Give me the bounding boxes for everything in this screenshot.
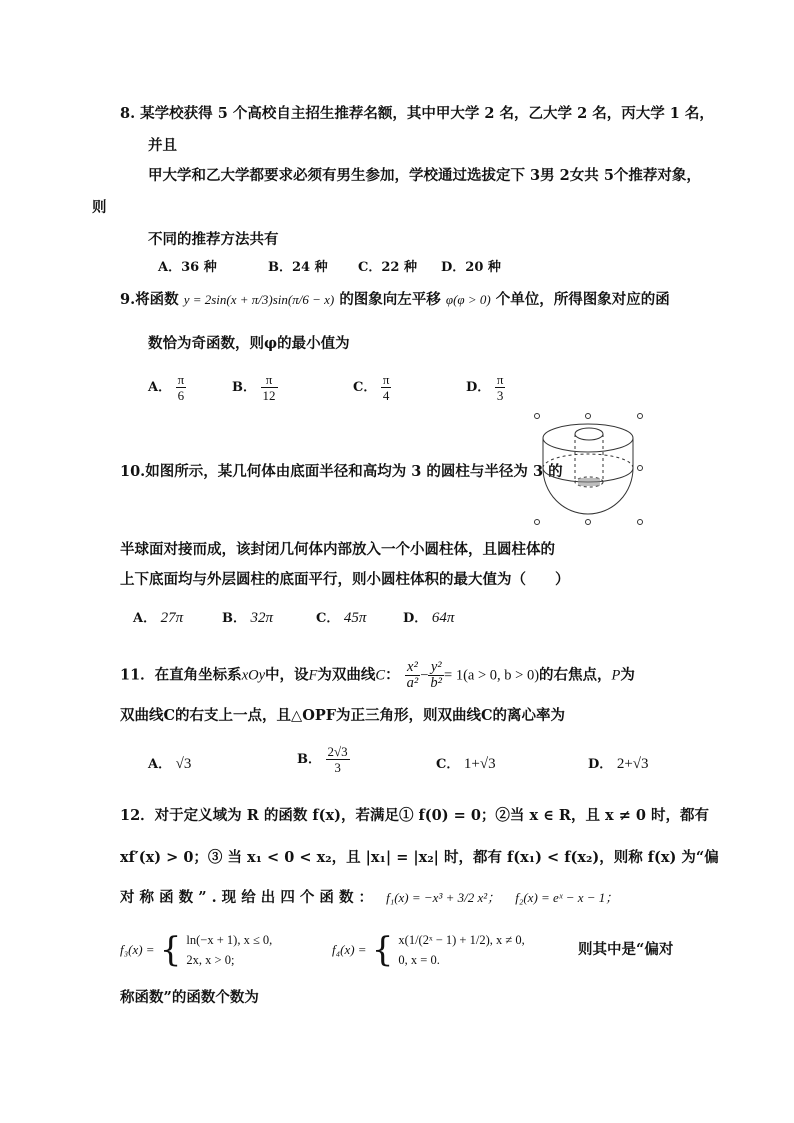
q12-line1: 12．对于定义域为 R 的函数 f(x)，若满足① f(0) = 0；②当 x ∈ R，且 x ≠ 0 时，都有 (120, 807, 710, 824)
q11-option-c-label: C． (436, 757, 460, 772)
q11-option-d-label: D． (588, 757, 613, 772)
q9-suffix: 个单位，所得图象对应的函 (495, 291, 670, 308)
q9-option-a-label: A． (148, 380, 172, 395)
q12-f4 (332, 930, 525, 970)
q8-line5: 不同的推荐方法共有 (148, 231, 279, 248)
q11-frac-y: $\frac{\text{y²}}{\text{b²}}$ (430, 659, 443, 691)
q11-C: C (375, 667, 386, 684)
q12-f3-name: f₃(x) = (120, 942, 155, 957)
q12-f3-case2: 2x, x > 0; (186, 953, 235, 967)
q9-option-c-value: $\frac{\pi}{4}$ (382, 372, 390, 403)
q8-option-a: A．36 种 (158, 260, 217, 275)
q11-option-c-value: 1+√3 (463, 756, 496, 772)
q10-option-c (316, 608, 366, 629)
q12-f4-case2: 0, x = 0. (398, 953, 440, 967)
q8-option-d: D．20 种 (441, 260, 501, 275)
q9-option-a-value: $\frac{\pi}{6}$ (177, 372, 185, 403)
q12-f3-case1: ln(−x + 1), x ≤ 0, (186, 933, 273, 947)
q10-option-a-label: A． (133, 611, 157, 626)
q11-option-c (436, 754, 496, 775)
q11-option-b-label: B． (297, 752, 321, 767)
handle-bottom-left (535, 520, 540, 525)
q9-shift: φ(φ > 0) (445, 292, 491, 307)
q12-f4-case1: x(1/(2ˣ − 1) + 1/2), x ≠ 0, (398, 933, 525, 947)
q8-line1: 8. 某学校获得 5 个高校自主招生推荐名额，其中甲大学 2 名，乙大学 2 名，丙大学 1 名， (120, 105, 714, 122)
q12-f4-cases (398, 930, 524, 970)
q11-rhs: = 1(a > 0, b > 0) (444, 667, 540, 684)
q11-option-d-value: 2+√3 (616, 756, 649, 772)
q12-f4-brace: { (371, 930, 394, 970)
q11-text-a: 11．在直角坐标系 (120, 666, 242, 684)
q12-f1: f₁(x) = −x³ + 3/2 x²； (386, 890, 501, 905)
q9-option-b (232, 372, 278, 403)
q11-line2: 双曲线C的右支上一点，且△OPF为正三角形，则双曲线C的离心率为 (120, 707, 566, 724)
q11-line1: 11．在直角坐标系xOy中，设F为双曲线C： $\frac{\text{x²}}{\text{a²}}$ − $\frac{\text{y²}}{\text{b²}}$ = 1(a > 0, b > 0)的右焦点，P为 (120, 659, 635, 691)
q11-text-c: 为双曲线 (317, 666, 376, 684)
q10-option-b-label: B． (222, 611, 246, 626)
q10-line1: 10.如图所示，某几何体由底面半径和高均为 3 的圆柱与半径为 3 的 (120, 463, 563, 480)
q9-option-c-label: C． (353, 380, 377, 395)
q11-F: F (308, 667, 318, 684)
q11-text-e: 为 (620, 666, 635, 684)
q11-option-a-label: A． (148, 757, 172, 772)
q9-line2: 数恰为奇函数，则φ的最小值为 (148, 335, 350, 352)
q10-option-d-value: 64π (431, 610, 455, 626)
q9-option-d (466, 372, 505, 403)
q11-option-d (588, 754, 649, 775)
q11-option-b-value: $\frac{2√3}{3}$ (327, 744, 348, 775)
q8-option-c: C．22 种 (358, 260, 417, 275)
q10-option-b-value: 32π (250, 610, 274, 626)
q12-f3-cases (186, 930, 272, 970)
q12-f4-name: f₄(x) = (332, 942, 367, 957)
inner-top-ellipse (575, 428, 603, 440)
q11-text-d: 的右焦点， (539, 666, 612, 684)
q10-option-a-value: 27π (160, 610, 184, 626)
q10-option-b (222, 608, 273, 629)
q11-text-b: 中，设 (265, 666, 309, 684)
inner-cylinder-shade (578, 478, 600, 486)
q9-option-d-value: $\frac{\pi}{3}$ (496, 372, 504, 403)
q10-line3: 上下底面均与外层圆柱的底面平行，则小圆柱体积的最大值为（ ） (120, 571, 570, 588)
q11-option-a (148, 754, 191, 775)
q12-line3-text: 对 称 函 数 ” . 现 给 出 四 个 函 数 ： (120, 889, 374, 906)
q9-formula: y = 2sin(x + π/3)sin(π/6 − x) (183, 292, 335, 307)
q8-option-b: B．24 种 (268, 260, 328, 275)
handle-bottom-right (638, 520, 643, 525)
q12-line2: xf′(x) > 0；③ 当 x₁ < 0 < x₂，且 |x₁| = |x₂| 时，都有 f(x₁) < f(x₂)，则称 f(x) 为“偏 (120, 849, 719, 866)
q8-line4: 则 (92, 199, 107, 216)
q10-option-d (403, 608, 454, 629)
q10-option-d-label: D． (403, 611, 428, 626)
q9-option-d-label: D． (466, 380, 491, 395)
q11-xoy: xOy (241, 667, 266, 684)
q9-option-b-label: B． (232, 380, 256, 395)
handle-top-left (535, 414, 540, 419)
q11-P: P (611, 667, 621, 684)
q11-option-a-value: √3 (175, 756, 192, 772)
q9-option-a (148, 372, 186, 403)
q12-f3 (120, 930, 272, 970)
q11-option-b (297, 744, 350, 775)
q9-middle: 的图象向左平移 (339, 291, 441, 308)
q10-option-a (133, 608, 183, 629)
q12-line3 (120, 888, 618, 908)
q8-line3: 甲大学和乙大学都要求必须有男生参加，学校通过选拔定下 3男 2女共 5个推荐对象， (148, 167, 701, 184)
handle-top-right (638, 414, 643, 419)
handle-top-mid (586, 414, 591, 419)
handle-mid-right (638, 466, 643, 471)
handle-bottom-mid (586, 520, 591, 525)
q12-line5: 称函数”的函数个数为 (120, 989, 259, 1006)
q12-f2: f₂(x) = eˣ − x − 1； (515, 890, 619, 905)
q9-option-b-value: $\frac{\pi}{12}$ (262, 372, 276, 403)
q10-option-c-label: C． (316, 611, 340, 626)
q12-line4-tail: 则其中是“偏对 (578, 941, 674, 958)
q9-option-c (353, 372, 391, 403)
cylinder-bottom-back (543, 454, 633, 468)
hemisphere-arc (543, 468, 633, 514)
q11-frac-x: $\frac{\text{x²}}{\text{a²}}$ (406, 659, 419, 691)
q8-line2: 并且 (148, 137, 177, 154)
q12-f3-brace: { (159, 930, 182, 970)
q10-line2: 半球面对接而成，该封闭几何体内部放入一个小圆柱体，且圆柱体的 (120, 541, 555, 558)
q9-line1 (120, 290, 670, 310)
q9-prefix: 9.将函数 (120, 291, 179, 308)
q10-option-c-value: 45π (343, 610, 367, 626)
q10-solid-figure (532, 408, 650, 528)
